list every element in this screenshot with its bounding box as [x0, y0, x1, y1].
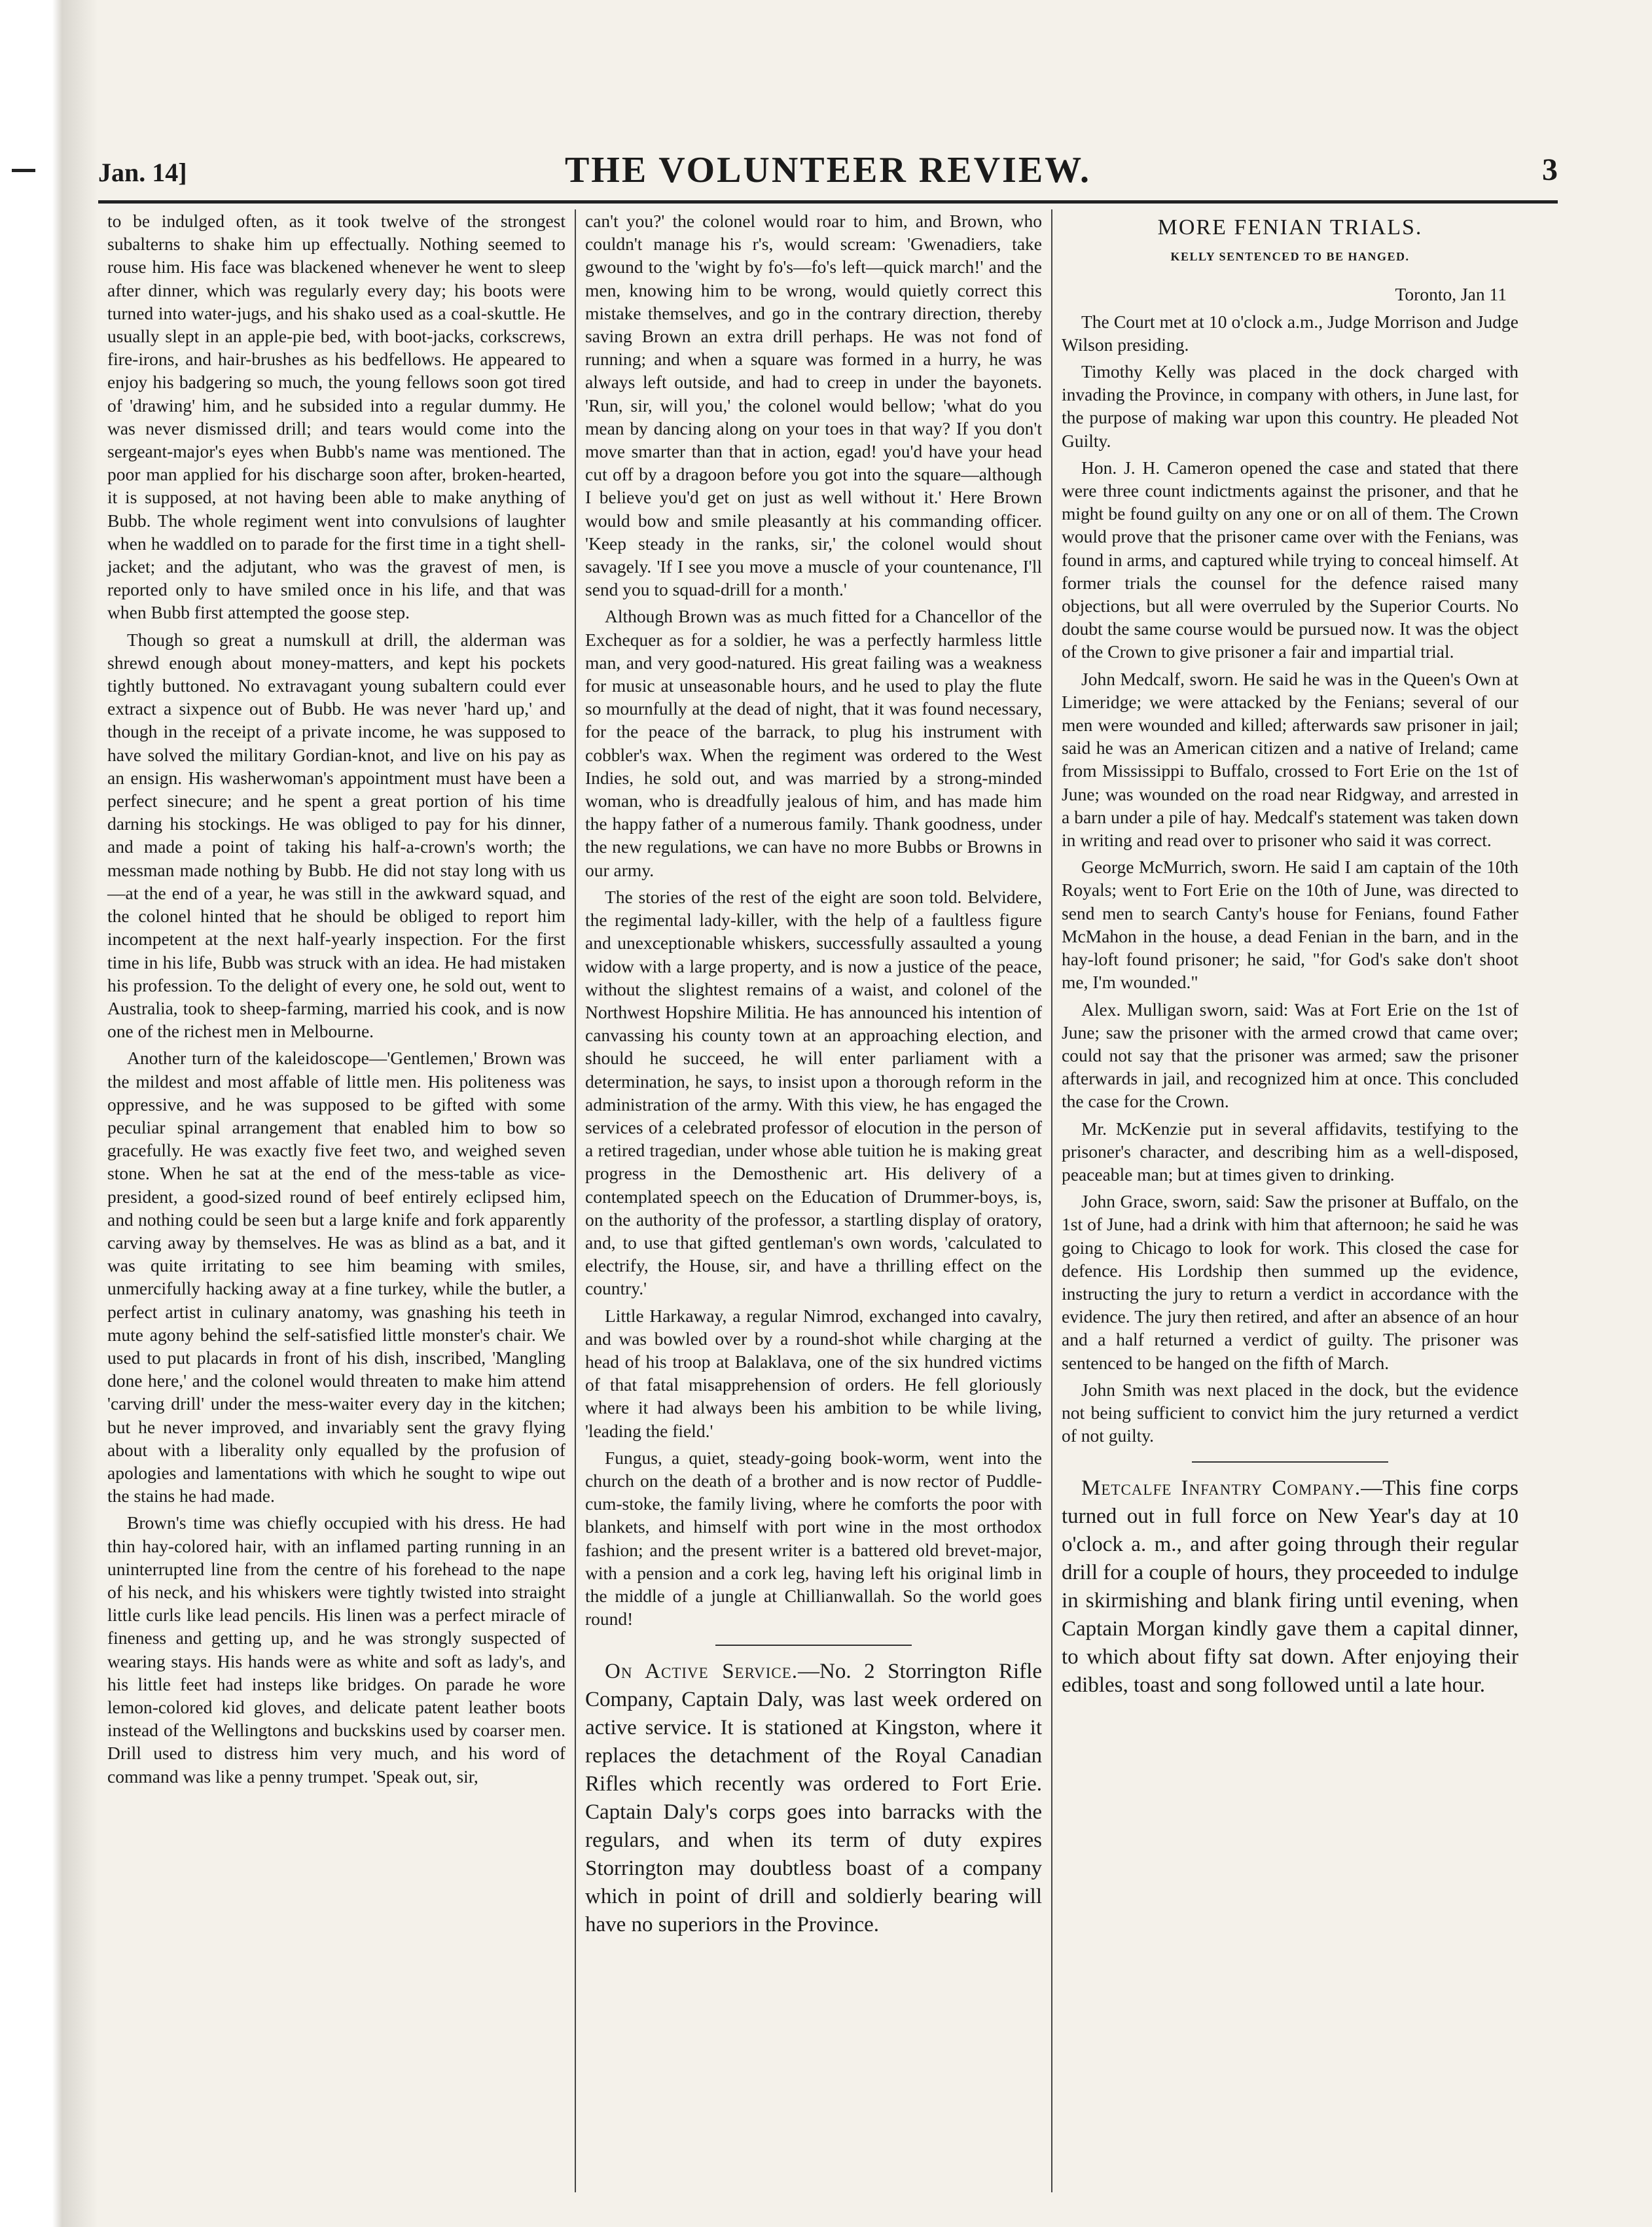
article-paragraph: Fungus, a quiet, steady-going book-worm, went into the church on the death of a brother and is now rector of Puddle-cum-stoke, the family living, where he comforts the poor with blankets, and himself with port wine in the most orthodox fashion; and the present writer is a battered old brevet-major, with a pension and a cork leg, having left his original limb in the middle of a jungle at Chillianwallah. So the world goes round!: [585, 1447, 1042, 1630]
news-item-body: —This fine corps turned out in full force on New Year's day at 10 o'clock a. m., and after going through their regular drill for a couple of hours, they proceeded to indulge in skirmishing and blank firing until evening, when Captain Morgan kindly gave them a capital dinner, to which about fifty sat down. After enjoying their edibles, toast and song followed until a late hour.: [1062, 1476, 1519, 1698]
article-paragraph: John Grace, sworn, said: Saw the prisoner at Buffalo, on the 1st of June, had a drink with him that afternoon; he said he was going to Chicago to look for work. This closed the case for defence. His Lordship then summed up the evidence, instructing the jury to return a verdict in accordance with the evidence. The jury then retired, and after an absence of an hour and a half returned a verdict of guilty. The prisoner was sentenced to be hanged on the fifth of March.: [1062, 1191, 1518, 1373]
article-paragraph: can't you?' the colonel would roar to him, and Brown, who couldn't manage his r's, would scream: 'Gwenadiers, take gwound to the 'wight by fo's—fo's left—quick march!' and the men, knowing him to be wrong, would quietly correct this mistake themselves, and go in the contrary direction, thereby saving Brown an extra drill perhaps. He was not fond of running; and when a square was formed in a hurry, he was always left outside, and had to creep in under the bayonets. 'Run, sir, will you,' the colonel would bellow; 'what do you mean by dancing along on your toes in that way? If you don't move smarter than that in action, egad! you'd have your head cut off by a dragoon before you got into the square—although I believe you'd get on just as well without it.' Here Brown would bow and smile pleasantly at his commanding officer. 'Keep steady in the ranks, sir,' the colonel would shout savagely. 'If I see you move a muscle of your countenance, I'll send you to squad-drill for a month.': [585, 211, 1042, 600]
article-paragraph: Little Harkaway, a regular Nimrod, exchanged into cavalry, and was bowled over by a round-shot while charging at the head of his troop at Balaklava, one of the six hundred victims of that fatal misapprehension of orders. He fell gloriously where it had always been his ambition to be while living, 'leading the field.': [585, 1305, 1042, 1441]
news-item-body: —No. 2 Storrington Rifle Company, Captain Daly, was last week ordered on active service. It is stationed at Kingston, where it replaces the detachment of the Royal Canadian Rifles which recently was ordered to Fort Erie. Captain Daly's corps goes into barracks with the regulars, and when its term of duty expires Storrington may doubtless boast of a company which in point of drill and soldierly bearing will have no superiors in the Province.: [585, 1660, 1042, 1937]
article-paragraph: The Court met at 10 o'clock a.m., Judge Morrison and Judge Wilson presiding.: [1062, 311, 1518, 355]
article-paragraph: Mr. McKenzie put in several affidavits, testifying to the prisoner's character, and describing him as a well-disposed, peaceable man; but at times given to drinking.: [1062, 1118, 1518, 1185]
news-item: [585, 1658, 1042, 1939]
article-paragraph: Timothy Kelly was placed in the dock charged with invading the Province, in company with others, in June last, for the purpose of making war upon this country. He pleaded Not Guilty.: [1062, 361, 1518, 451]
news-item: [1062, 1474, 1518, 1700]
article-paragraph: to be indulged often, as it took twelve of the strongest subalterns to shake him up effectually. Nothing seemed to rouse him. His face was blackened whenever he went to sleep after dinner, which was regularly every day; his boots were turned into water-jugs, and his shako used as a coal-skuttle. He usually slept in an apple-pie bed, with boot-jacks, corkscrews, fire-irons, and hair-brushes as his bedfellows. He appeared to enjoy his badgering so much, the young fellows soon got tired of 'drawing' him, and he subsided into a regular dummy. He was never dismissed drill; and tears would come into the sergeant-major's eyes when Bubb's name was mentioned. The poor man applied for his discharge soon after, broken-hearted, it is supposed, at not having been able to make anything of Bubb. The whole regiment went into convulsions of laughter when he waddled on to parade for the first time in a tight shell-jacket; and the adjutant, who was the gravest of men, is reported only to have smiled once in his life, and that was when Bubb first attempted the goose step.: [107, 211, 566, 623]
article-paragraph: Although Brown was as much fitted for a Chancellor of the Exchequer as for a soldier, he was a perfectly harmless little man, and very good-natured. His great failing was a weakness for music at unseasonable hours, and he used to play the flute so mournfully at the dead of night, that it was found necessary, for the peace of the barrack, to plug his instrument with cobbler's wax. When the regiment was ordered to the West Indies, he sold out, and was married by a strong-minded woman, who is dreadfully jealous of him, and has made him the happy father of a numerous family. Thank goodness, under the new regulations, we can have no more Bubbs or Browns in our army.: [585, 606, 1042, 880]
dateline: Toronto, Jan 11: [1395, 284, 1507, 305]
column-2: [575, 209, 1051, 2192]
article-columns: [98, 209, 1558, 2192]
article-headline: MORE FENIAN TRIALS.: [1157, 215, 1423, 240]
binding-shadow: [0, 0, 98, 2227]
article-paragraph: Alex. Mulligan sworn, said: Was at Fort Erie on the 1st of June; saw the prisoner with the armed crowd that came over; could not say that the prisoner was armed; saw the prisoner afterwards in jail, and recognized him at once. This concluded the case for the Crown.: [1062, 999, 1518, 1112]
article-paragraph: John Smith was next placed in the dock, but the evidence not being sufficient to convict him the jury returned a verdict of not guilty.: [1062, 1379, 1518, 1446]
section-rule: [1192, 1461, 1388, 1463]
issue-date: Jan. 14]: [98, 158, 187, 187]
article-paragraph: John Medcalf, sworn. He said he was in the Queen's Own at Limeridge; we were attacked by the Fenians; several of our men were wounded and killed; afterwards saw prisoner in jail; said he was an American citizen and a native of Ireland; came from Mississippi to Buffalo, crossed to Fort Erie on the 1st of June; was wounded on the road near Ridgway, and arrested in a barn under a pile of hay. Medcalf's statement was taken down in writing and read over to prisoner who said it was correct.: [1062, 668, 1518, 851]
article-paragraph: Though so great a numskull at drill, the alderman was shrewd enough about money-matters, and kept his pockets tightly buttoned. No extravagant young subaltern could ever extract a sixpence out of Bubb. He was never 'hard up,' and though in the receipt of a private income, he was supposed to have solved the military Gordian-knot, and live on his pay as an ensign. His washerwoman's appointment must have been a perfect sinecure; and he spent a great portion of his time darning his stockings. He was obliged to pay for his dinner, and made a point of taking his half-a-crown's worth; the messman made nothing by Bubb. He did not stay long with us—at the end of a year, he was still in the awkward squad, and the colonel hinted that he should be obliged to report him incompetent at the next half-yearly inspection. For the first time in his life, Bubb was struck with an idea. He had mistaken his profession. To the delight of every one, he sold out, went to Australia, took to sheep-farming, married his cook, and is now one of the richest men in Melbourne.: [107, 629, 566, 1042]
newspaper-page: [98, 144, 1558, 2199]
article-paragraph: George McMurrich, sworn. He said I am captain of the 10th Royals; went to Fort Erie on the 10th of June, was directed to send men to search Canty's house for Fenians, found Father McMahon in the house, a dead Fenian in the barn, and in the hay-loft found prisoner; he said, "for God's sake don't shoot me, I'm wounded.": [1062, 857, 1518, 993]
news-item-heading: On Active Service.: [605, 1660, 799, 1684]
page-header: [98, 144, 1558, 204]
news-item-heading: Metcalfe Infantry Company.: [1081, 1476, 1361, 1501]
page-number: 3: [1542, 152, 1558, 187]
section-rule: [715, 1645, 912, 1646]
column-1: [98, 209, 575, 2192]
column-3: [1051, 209, 1528, 2192]
article-paragraph: Hon. J. H. Cameron opened the case and stated that there were three count indictments against the prisoner, and that he might be found guilty on any one or on all of them. The Crown would prove that the prisoner came over with the Fenians, was found in arms, and captured while trying to conceal himself. At former trials the counsel for the defence raised many objections, but all were overruled by the Superior Courts. No doubt the same course would be pursued now. It was the object of the Crown to give prisoner a fair and impartial trial.: [1062, 457, 1518, 662]
publication-title: THE VOLUNTEER REVIEW.: [564, 150, 1092, 190]
margin-mark: [12, 169, 35, 172]
article-subheadline: KELLY SENTENCED TO BE HANGED.: [1170, 250, 1410, 264]
article-paragraph: Brown's time was chiefly occupied with his dress. He had thin hay-colored hair, with an inflamed parting running in an uninterrupted line from the centre of his forehead to the nape of his neck, and his whiskers were tightly twisted into straight little curls like lead pencils. His linen was a perfect miracle of fineness and getting up, and he was strongly suspected of wearing stays. His hands were as white and soft as lady's, and his little feet had insteps like bridges. On parade he wore lemon-colored kid gloves, and delicate patent leather boots instead of the Wellingtons and buckskins used by coarser men. Drill used to distress him very much, and his word of command was like a penny trumpet. 'Speak out, sir,: [107, 1512, 566, 1787]
article-paragraph: Another turn of the kaleidoscope—'Gentlemen,' Brown was the mildest and most affable of little men. His politeness was oppressive, and he was supposed to be gifted with some peculiar spinal arrangement that enabled him to bow so gracefully. He was exactly five feet two, and weighed seven stone. When he sat at the end of the mess-table as vice-president, a good-sized round of beef entirely eclipsed him, and nothing could be seen but a large knife and fork apparently carving away by themselves. He was as blind as a bat, and it was quite irritating to see him beaming with smiles, unmercifully hacking away at a fine turkey, while the butler, a perfect artist in culinary anatomy, was gnashing his teeth in mute agony behind the self-satisfied little monster's chair. We used to put placards in front of his dish, inscribed, 'Mangling done here,' and the colonel would threaten to make him attend 'carving drill' under the mess-waiter every day in the kitchen; but he never improved, and invariably sent the gravy flying about with a liberality only equalled by the profusion of apologies and lamentations with which he sought to wipe out the stains he had made.: [107, 1048, 566, 1506]
article-paragraph: The stories of the rest of the eight are soon told. Belvidere, the regimental lady-killer, with the help of a faultless figure and unexceptionable whiskers, successfully assaulted a young widow with a large property, and is now a justice of the peace, without the slightest remains of a waist, and colonel of the Northwest Hopshire Militia. He has announced his intention of canvassing his county town at an approaching election, and should he succeed, he will enter parliament with a determination, he says, to insist upon a thorough reform in the administration of the army. With this view, he has engaged the services of a celebrated professor of elocution in the person of a retired tragedian, under whose able tuition he is making great progress in the Demosthenic art. His delivery of a contemplated speech on the Education of Drummer-boys, is, on the authority of the professor, a startling display of oratory, and, to use that gifted gentleman's own words, 'calculated to electrify, the House, sir, and have a thrilling effect on the country.': [585, 886, 1042, 1299]
